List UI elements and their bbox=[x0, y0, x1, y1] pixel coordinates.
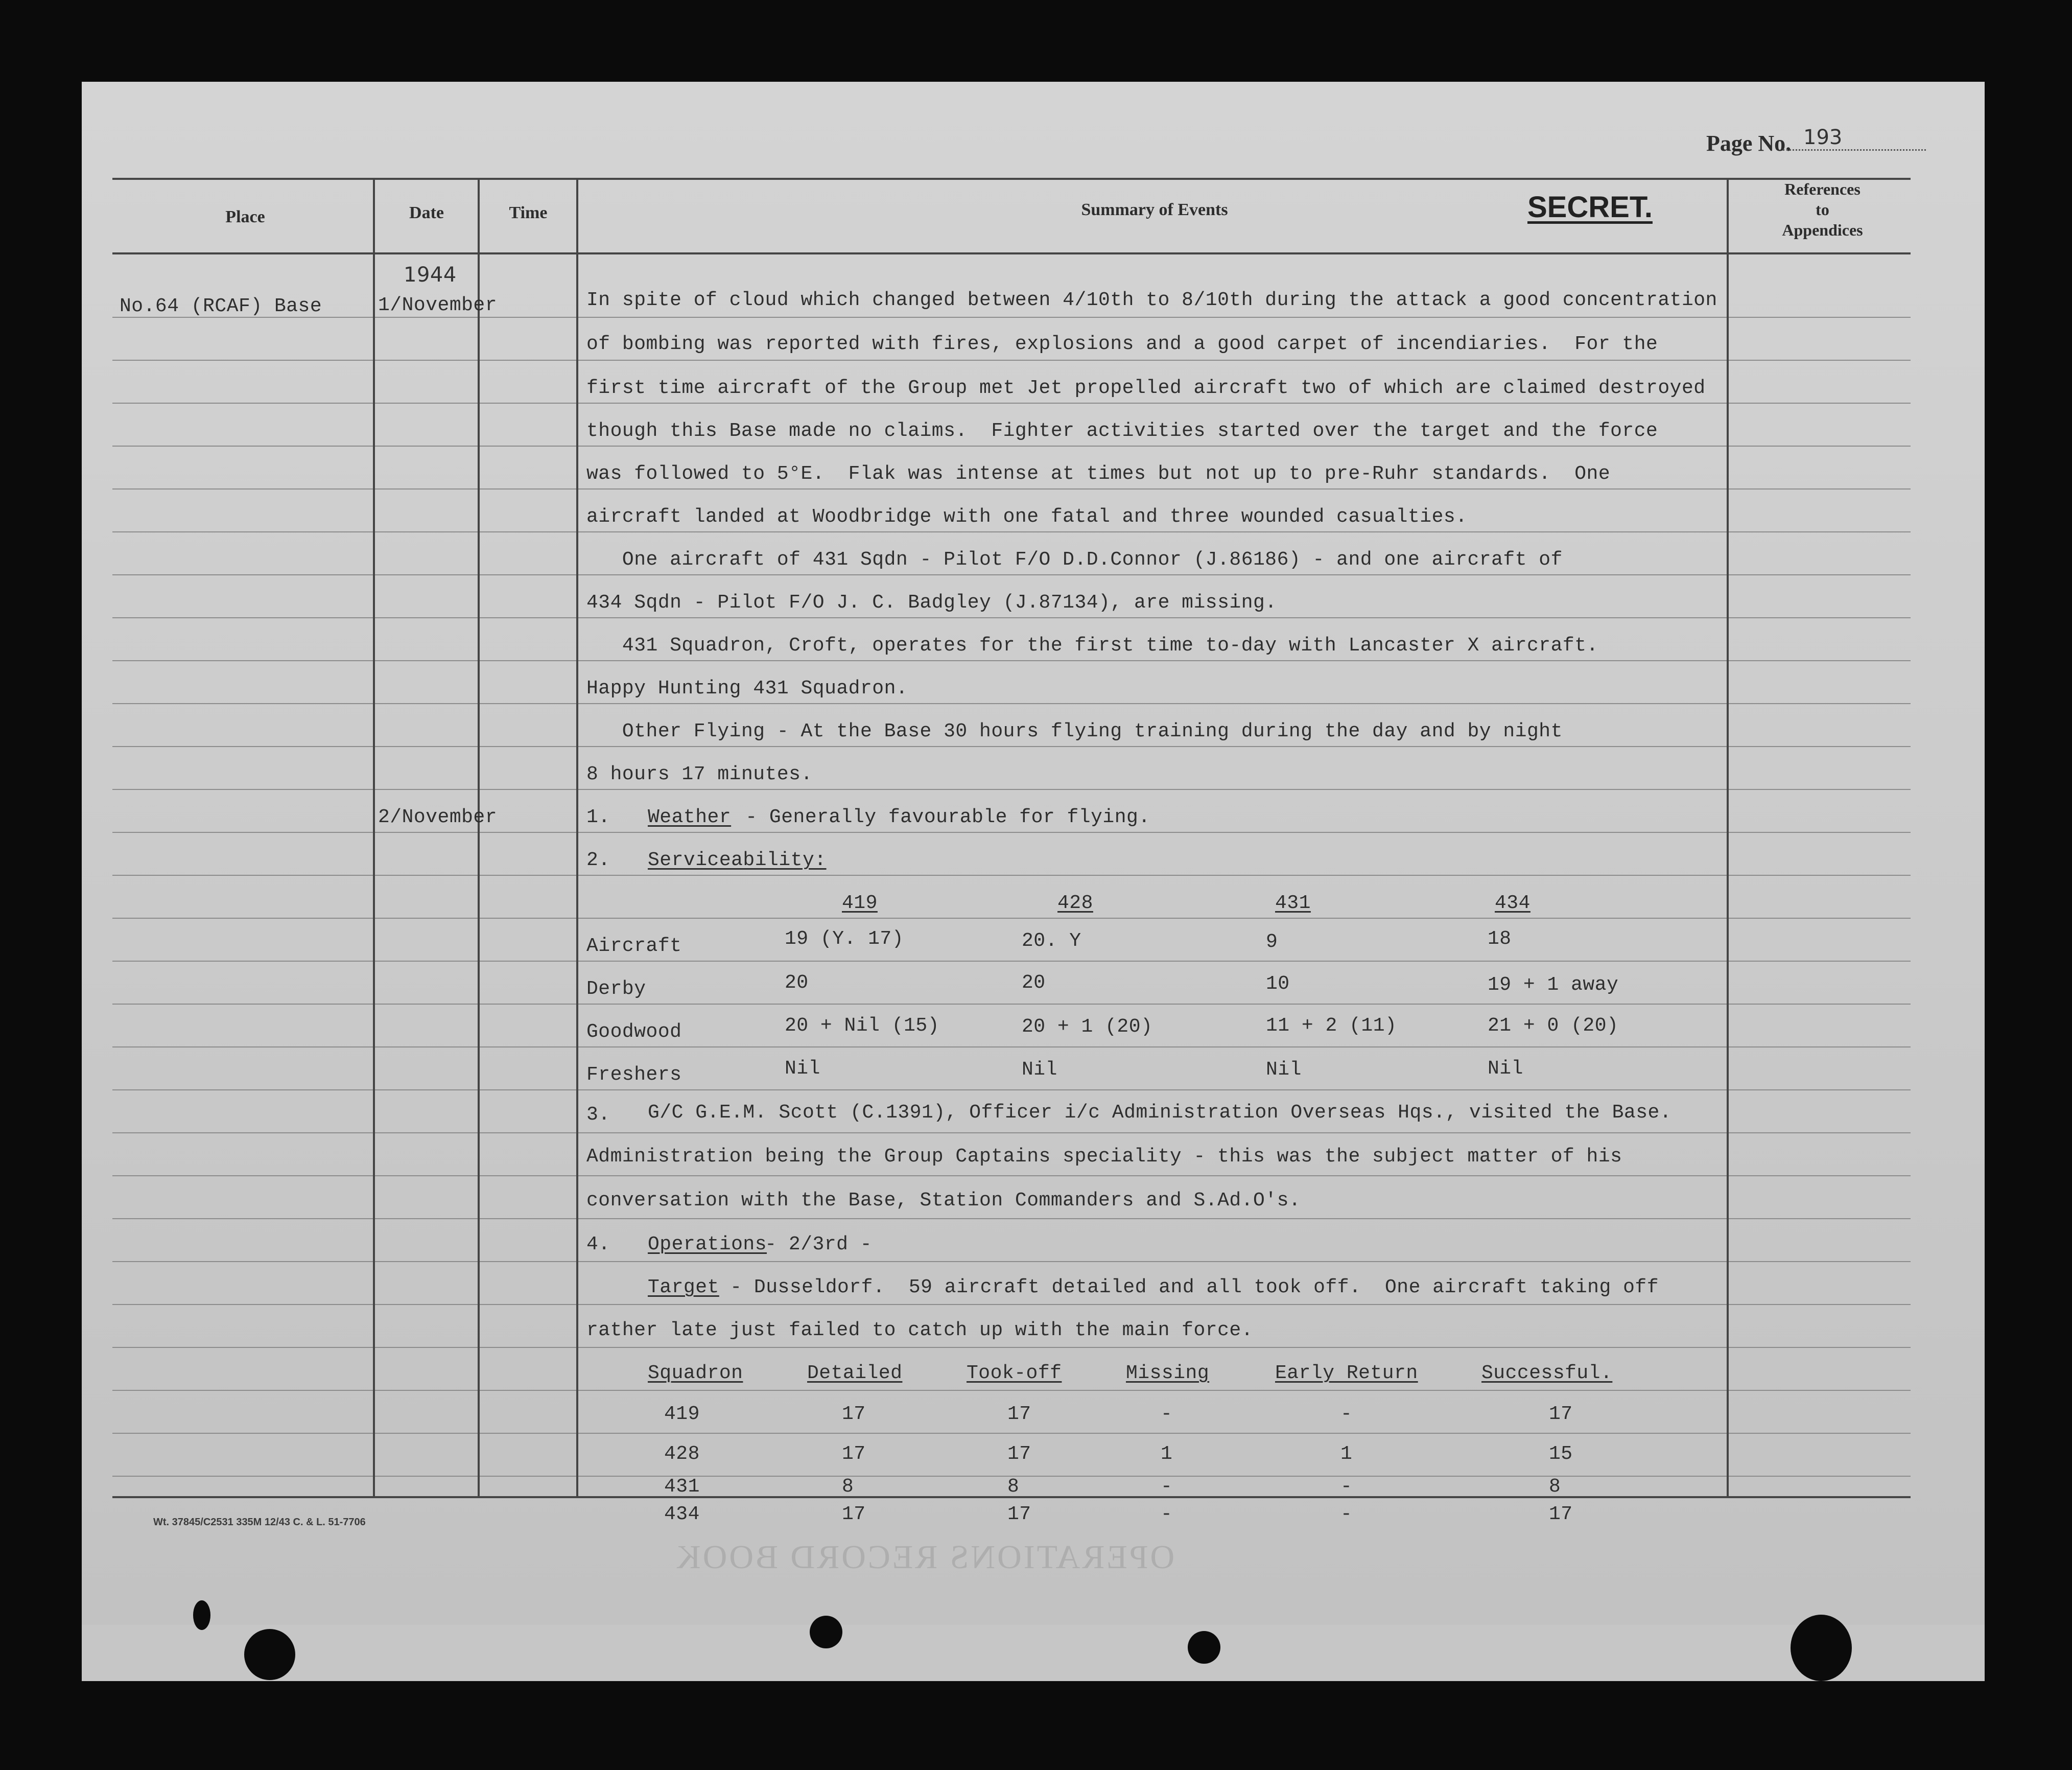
ruled-line bbox=[578, 360, 1727, 361]
ruled-line bbox=[375, 531, 478, 532]
ruled-line bbox=[375, 789, 478, 790]
svc-cell: 19 (Y. 17) bbox=[785, 928, 904, 950]
summary-line: 8 hours 17 minutes. bbox=[586, 763, 813, 785]
ruled-line bbox=[112, 403, 373, 404]
ruled-line bbox=[578, 832, 1727, 833]
ruled-line bbox=[112, 1218, 373, 1219]
summary-line: In spite of cloud which changed between 4/10th to 8/10th during the attack a good concentration bbox=[586, 289, 1717, 311]
ruled-line bbox=[375, 317, 478, 318]
ruled-line bbox=[375, 1433, 478, 1434]
ruled-line bbox=[480, 1476, 576, 1477]
year-entry: 1944 bbox=[404, 263, 457, 287]
summary-line: Other Flying - At the Base 30 hours flying training during the day and by night bbox=[586, 720, 1563, 742]
ruled-line bbox=[480, 703, 576, 704]
form-sheet-tail bbox=[82, 1625, 1985, 1681]
ruled-line bbox=[578, 746, 1727, 747]
svc-cell: 20 bbox=[785, 972, 809, 994]
place-date-divider bbox=[373, 178, 375, 1497]
ruled-line bbox=[480, 446, 576, 447]
ruled-line bbox=[480, 660, 576, 661]
ruled-line bbox=[480, 403, 576, 404]
ruled-line bbox=[1729, 317, 1911, 318]
summary-references-divider bbox=[1727, 178, 1729, 1497]
summary-line: first time aircraft of the Group met Jet propelled aircraft two of which are claimed destroyed bbox=[586, 377, 1706, 399]
ruled-line bbox=[480, 918, 576, 919]
ruled-line bbox=[112, 1175, 373, 1176]
ruled-line bbox=[480, 360, 576, 361]
svc-row-label: Derby bbox=[586, 978, 646, 1000]
ruled-line bbox=[375, 703, 478, 704]
ruled-line bbox=[1729, 403, 1911, 404]
ops-cell: - bbox=[1340, 1503, 1353, 1525]
svc-row-label: Aircraft bbox=[586, 935, 682, 957]
ruled-line bbox=[112, 1347, 373, 1348]
svc-col-header: 419 bbox=[842, 892, 878, 914]
ops-cell: 17 bbox=[1007, 1443, 1031, 1465]
ruled-line bbox=[112, 488, 373, 490]
serviceability-label: Serviceability: bbox=[648, 849, 827, 871]
summary-line: One aircraft of 431 Sqdn - Pilot F/O D.D.Connor (J.86186) - and one aircraft of bbox=[586, 549, 1563, 571]
ruled-line bbox=[578, 1433, 1727, 1434]
ruled-line bbox=[112, 1304, 373, 1305]
ops-col-header: Squadron bbox=[648, 1362, 743, 1384]
ruled-line bbox=[375, 1304, 478, 1305]
ruled-line bbox=[112, 531, 373, 532]
ruled-line bbox=[375, 1175, 478, 1176]
svc-cell: 21 + 0 (20) bbox=[1488, 1015, 1619, 1037]
ruled-line bbox=[112, 1046, 373, 1047]
ruled-line bbox=[112, 1089, 373, 1090]
ruled-line bbox=[375, 360, 478, 361]
ruled-line bbox=[112, 1261, 373, 1262]
ruled-line bbox=[1729, 1132, 1911, 1133]
svc-cell: 9 bbox=[1266, 931, 1278, 953]
svc-col-header: 428 bbox=[1057, 892, 1093, 914]
ruled-line bbox=[1729, 1476, 1911, 1477]
ruled-line bbox=[112, 746, 373, 747]
ruled-line bbox=[578, 1132, 1727, 1133]
ruled-line bbox=[375, 1347, 478, 1348]
ruled-line bbox=[112, 703, 373, 704]
ruled-line bbox=[578, 446, 1727, 447]
svc-cell: 18 bbox=[1488, 928, 1512, 950]
ruled-line bbox=[480, 1046, 576, 1047]
ruled-line bbox=[1729, 660, 1911, 661]
ruled-line bbox=[1729, 1089, 1911, 1090]
ruled-line bbox=[375, 574, 478, 575]
ruled-line bbox=[480, 1132, 576, 1133]
ruled-line bbox=[480, 746, 576, 747]
ruled-line bbox=[578, 617, 1727, 618]
punch-hole bbox=[244, 1629, 295, 1680]
ruled-line bbox=[112, 918, 373, 919]
ruled-line bbox=[112, 832, 373, 833]
ruled-line bbox=[375, 1218, 478, 1219]
ops-cell: - bbox=[1161, 1403, 1173, 1425]
punch-hole bbox=[1188, 1631, 1220, 1664]
ruled-line bbox=[1729, 1304, 1911, 1305]
ops-cell: - bbox=[1340, 1403, 1353, 1425]
ruled-line bbox=[375, 1089, 478, 1090]
svc-cell: Nil bbox=[785, 1058, 820, 1080]
ops-cell: - bbox=[1340, 1476, 1353, 1498]
ops-cell: 1 bbox=[1161, 1443, 1173, 1465]
ruled-line bbox=[480, 875, 576, 876]
ruled-line bbox=[1729, 1004, 1911, 1005]
summary-line: 434 Sqdn - Pilot F/O J. C. Badgley (J.87134), are missing. bbox=[586, 592, 1277, 614]
ops-cell: 8 bbox=[842, 1476, 854, 1498]
place-entry: No.64 (RCAF) Base bbox=[120, 295, 322, 317]
ruled-line bbox=[1729, 360, 1911, 361]
svc-row-label: Freshers bbox=[586, 1064, 682, 1086]
ruled-line bbox=[1729, 875, 1911, 876]
ruled-line bbox=[375, 1390, 478, 1391]
target-text: - Dusseldorf. 59 aircraft detailed and all took off. One aircraft taking off bbox=[718, 1276, 1659, 1298]
ruled-line bbox=[112, 1004, 373, 1005]
ruled-line bbox=[578, 403, 1727, 404]
ruled-line bbox=[112, 1390, 373, 1391]
ops-cell: 17 bbox=[842, 1503, 866, 1525]
ops-cell: 17 bbox=[1549, 1403, 1573, 1425]
header-references: References to Appendices bbox=[1782, 180, 1863, 239]
ruled-line bbox=[112, 961, 373, 962]
ruled-line bbox=[375, 961, 478, 962]
ruled-line bbox=[375, 403, 478, 404]
ruled-line bbox=[1729, 617, 1911, 618]
svc-cell: 19 + 1 away bbox=[1488, 974, 1619, 996]
date-time-divider bbox=[478, 178, 480, 1497]
punch-hole bbox=[193, 1600, 210, 1630]
ruled-line bbox=[578, 660, 1727, 661]
page-number-label: Page No. bbox=[1706, 131, 1792, 156]
svc-cell: 20. Y bbox=[1022, 930, 1081, 952]
ops-col-header: Missing bbox=[1126, 1362, 1210, 1384]
ruled-line bbox=[375, 617, 478, 618]
ops-cell: 419 bbox=[664, 1403, 700, 1425]
ruled-line bbox=[480, 1089, 576, 1090]
ruled-line bbox=[375, 875, 478, 876]
ruled-line bbox=[1729, 746, 1911, 747]
svc-cell: 11 + 2 (11) bbox=[1266, 1015, 1397, 1037]
svc-row-label: Goodwood bbox=[586, 1021, 682, 1043]
ops-cell: - bbox=[1161, 1503, 1173, 1525]
form-sheet bbox=[82, 82, 1985, 1625]
item-number: 3. bbox=[586, 1104, 610, 1126]
ops-cell: 8 bbox=[1007, 1476, 1020, 1498]
summary-line: G/C G.E.M. Scott (C.1391), Officer i/c Administration Overseas Hqs., visited the Base. bbox=[648, 1102, 1672, 1124]
ruled-line bbox=[112, 1476, 373, 1477]
summary-line: Administration being the Group Captains speciality - this was the subject matter of his bbox=[586, 1146, 1622, 1168]
ruled-line bbox=[1729, 1347, 1911, 1348]
item-number: 4. bbox=[586, 1233, 610, 1255]
ruled-line bbox=[480, 832, 576, 833]
ruled-line bbox=[375, 1261, 478, 1262]
ruled-line bbox=[112, 360, 373, 361]
ops-cell: 434 bbox=[664, 1503, 700, 1525]
header-date: Date bbox=[409, 203, 444, 222]
header-place: Place bbox=[225, 207, 265, 226]
ops-cell: 8 bbox=[1549, 1476, 1561, 1498]
header-time: Time bbox=[509, 203, 548, 222]
ruled-line bbox=[578, 317, 1727, 318]
svc-cell: 20 + 1 (20) bbox=[1022, 1016, 1153, 1038]
ruled-line bbox=[1729, 703, 1911, 704]
ops-col-header: Took-off bbox=[967, 1362, 1062, 1384]
weather-text: - Generally favourable for flying. bbox=[734, 806, 1150, 828]
header-bottom-border bbox=[112, 252, 1911, 254]
ruled-line bbox=[578, 1347, 1727, 1348]
ruled-line bbox=[578, 1218, 1727, 1219]
svc-cell: 10 bbox=[1266, 973, 1290, 995]
ruled-line bbox=[1729, 531, 1911, 532]
ruled-line bbox=[578, 1390, 1727, 1391]
summary-line: Happy Hunting 431 Squadron. bbox=[586, 678, 908, 700]
date-entry-2: 2/November bbox=[378, 806, 498, 828]
ruled-line bbox=[1729, 1046, 1911, 1047]
ruled-line bbox=[480, 1433, 576, 1434]
ruled-line bbox=[578, 703, 1727, 704]
ruled-line bbox=[1729, 574, 1911, 575]
ruled-line bbox=[480, 1304, 576, 1305]
summary-line: aircraft landed at Woodbridge with one fatal and three wounded casualties. bbox=[586, 506, 1468, 528]
item-number: 2. bbox=[586, 849, 610, 871]
svc-cell: Nil bbox=[1266, 1059, 1302, 1081]
ruled-line bbox=[480, 574, 576, 575]
ops-cell: 428 bbox=[664, 1443, 700, 1465]
ruled-line bbox=[112, 1433, 373, 1434]
ruled-line bbox=[578, 1304, 1727, 1305]
ruled-line bbox=[1729, 961, 1911, 962]
ruled-line bbox=[1729, 918, 1911, 919]
table-top-border bbox=[112, 178, 1911, 180]
ruled-line bbox=[1729, 488, 1911, 490]
svc-col-header: 431 bbox=[1275, 892, 1311, 914]
ruled-line bbox=[578, 488, 1727, 490]
printer-imprint: Wt. 37845/C2531 335M 12/43 C. & L. 51-7706 bbox=[153, 1517, 366, 1528]
ops-col-header: Successful. bbox=[1481, 1362, 1613, 1384]
target-line-2: rather late just failed to catch up with the main force. bbox=[586, 1319, 1254, 1341]
ruled-line bbox=[578, 789, 1727, 790]
ruled-line bbox=[375, 1132, 478, 1133]
ruled-line bbox=[112, 875, 373, 876]
ruled-line bbox=[112, 789, 373, 790]
ruled-line bbox=[480, 1347, 576, 1348]
ruled-line bbox=[480, 1261, 576, 1262]
ruled-line bbox=[375, 918, 478, 919]
svc-cell: 20 + Nil (15) bbox=[785, 1015, 939, 1037]
ruled-line bbox=[1729, 1433, 1911, 1434]
item-number: 1. bbox=[586, 806, 610, 828]
ruled-line bbox=[375, 1476, 478, 1477]
ops-cell: 17 bbox=[1007, 1503, 1031, 1525]
summary-line: 431 Squadron, Croft, operates for the first time to-day with Lancaster X aircraft. bbox=[586, 635, 1598, 657]
ruled-line bbox=[375, 832, 478, 833]
ruled-line bbox=[578, 961, 1727, 962]
operations-label: Operations bbox=[648, 1233, 767, 1255]
ruled-line bbox=[480, 1004, 576, 1005]
ruled-line bbox=[112, 446, 373, 447]
ruled-line bbox=[578, 1089, 1727, 1090]
ruled-line bbox=[112, 660, 373, 661]
target-label: Target bbox=[648, 1276, 719, 1298]
header-summary: Summary of Events bbox=[1081, 200, 1228, 219]
page-number: 193 bbox=[1783, 126, 1926, 151]
svc-col-header: 434 bbox=[1495, 892, 1531, 914]
ruled-line bbox=[112, 617, 373, 618]
svc-cell: 20 bbox=[1022, 972, 1046, 994]
ruled-line bbox=[578, 531, 1727, 532]
ruled-line bbox=[480, 488, 576, 490]
ruled-line bbox=[578, 875, 1727, 876]
ruled-line bbox=[480, 1390, 576, 1391]
svc-cell: Nil bbox=[1022, 1059, 1057, 1081]
secret-stamp: SECRET. bbox=[1527, 191, 1653, 224]
ruled-line bbox=[1729, 1175, 1911, 1176]
summary-line: though this Base made no claims. Fighter activities started over the target and the force bbox=[586, 420, 1658, 442]
ruled-line bbox=[375, 1046, 478, 1047]
ruled-line bbox=[1729, 446, 1911, 447]
ruled-line bbox=[480, 617, 576, 618]
operations-text: - 2/3rd - bbox=[753, 1233, 873, 1255]
ruled-line bbox=[1729, 789, 1911, 790]
summary-line: conversation with the Base, Station Commanders and S.Ad.O's. bbox=[586, 1190, 1301, 1212]
punch-hole bbox=[810, 1616, 842, 1648]
summary-line: was followed to 5°E. Flak was intense at times but not up to pre-Ruhr standards. One bbox=[586, 463, 1611, 485]
ruled-line bbox=[1729, 832, 1911, 833]
ruled-line bbox=[578, 1261, 1727, 1262]
ruled-line bbox=[1729, 1218, 1911, 1219]
ruled-line bbox=[375, 488, 478, 490]
svc-cell: Nil bbox=[1488, 1058, 1523, 1080]
summary-line: of bombing was reported with fires, explosions and a good carpet of incendiaries. For the bbox=[586, 333, 1658, 355]
date-entry-1: 1/November bbox=[378, 294, 498, 316]
ruled-line bbox=[578, 1004, 1727, 1005]
ruled-line bbox=[375, 1004, 478, 1005]
ops-cell: 17 bbox=[1007, 1403, 1031, 1425]
ops-cell: 17 bbox=[1549, 1503, 1573, 1525]
ruled-line bbox=[375, 660, 478, 661]
bleed-through-title: OPERATIONS RECORD BOOK bbox=[674, 1539, 1175, 1576]
ruled-line bbox=[578, 574, 1727, 575]
ruled-line bbox=[112, 1132, 373, 1133]
ruled-line bbox=[112, 574, 373, 575]
ruled-line bbox=[480, 1175, 576, 1176]
ruled-line bbox=[480, 789, 576, 790]
punch-hole bbox=[1791, 1615, 1852, 1681]
weather-label: Weather bbox=[648, 806, 732, 828]
ops-cell: 431 bbox=[664, 1476, 700, 1498]
ruled-line bbox=[578, 918, 1727, 919]
ruled-line bbox=[480, 531, 576, 532]
ops-col-header: Detailed bbox=[807, 1362, 903, 1384]
ops-cell: - bbox=[1161, 1476, 1173, 1498]
ops-col-header: Early Return bbox=[1275, 1362, 1418, 1384]
ruled-line bbox=[375, 746, 478, 747]
ops-cell: 17 bbox=[842, 1403, 866, 1425]
ops-cell: 1 bbox=[1340, 1443, 1353, 1465]
ruled-line bbox=[375, 446, 478, 447]
ops-cell: 15 bbox=[1549, 1443, 1573, 1465]
ruled-line bbox=[578, 1175, 1727, 1176]
ruled-line bbox=[480, 961, 576, 962]
ruled-line bbox=[1729, 1261, 1911, 1262]
ruled-line bbox=[480, 317, 576, 318]
ruled-line bbox=[578, 1046, 1727, 1047]
time-summary-divider bbox=[576, 178, 578, 1497]
ruled-line bbox=[480, 1218, 576, 1219]
ops-cell: 17 bbox=[842, 1443, 866, 1465]
ruled-line bbox=[1729, 1390, 1911, 1391]
